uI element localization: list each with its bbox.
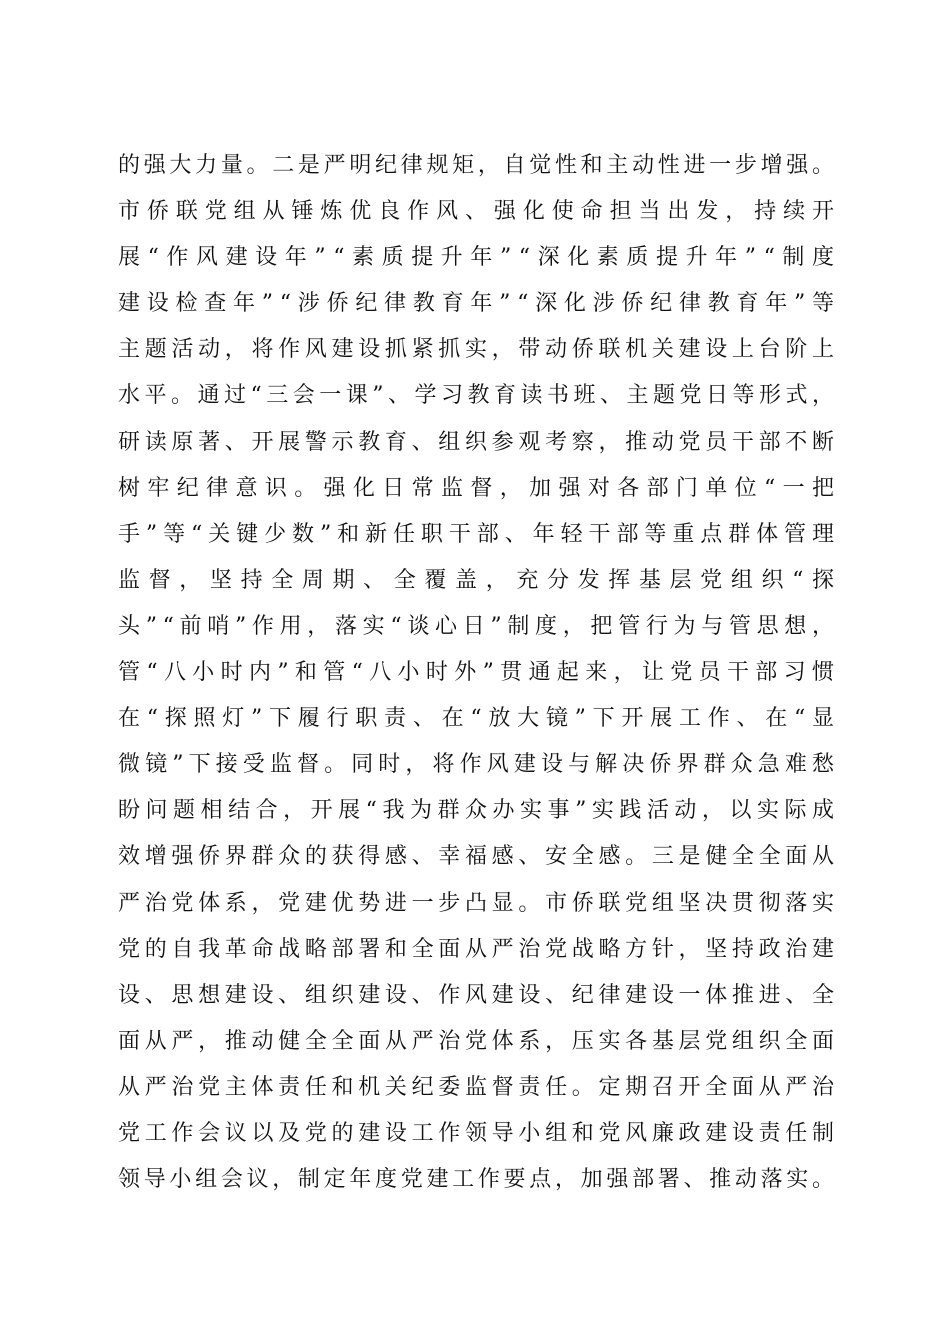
text-line-4: 建设检查年”“涉侨纪律教育年”“深化涉侨纪律教育年”等 xyxy=(118,291,841,317)
text-line-12: 管“八小时内”和管“八小时外”贯通起来，让党员干部习惯 xyxy=(118,660,841,686)
text-line-10: 监督，坚持全周期、全覆盖，充分发挥基层党组织“探 xyxy=(118,567,843,593)
text-line-23: 领导小组会议，制定年度党建工作要点，加强部署、推动落实。 xyxy=(118,1167,838,1193)
text-line-6: 水平。通过“三会一课”、学习教育读书班、主题党日等形式， xyxy=(118,383,839,409)
text-line-18: 党的自我革命战略部署和全面从严治党战略方针，坚持政治建 xyxy=(118,936,839,962)
text-line-14: 微镜”下接受监督。同时，将作风建设与解决侨界群众急难愁 xyxy=(118,752,840,778)
text-line-22: 党工作会议以及党的建设工作领导小组和党风廉政建设责任制 xyxy=(118,1120,839,1146)
text-line-11: 头”“前哨”作用，落实“谈心日”制度，把管行为与管思想， xyxy=(118,613,840,639)
text-line-19: 设、思想建设、组织建设、作风建设、纪律建设一体推进、全 xyxy=(118,982,839,1008)
text-line-13: 在“探照灯”下履行职责、在“放大镜”下开展工作、在“显 xyxy=(118,706,841,732)
body-paragraph xyxy=(118,143,843,1203)
text-line-16: 效增强侨界群众的获得感、幸福感、安全感。三是健全全面从 xyxy=(118,844,839,870)
text-line-20: 面从严，推动健全全面从严治党体系，压实各基层党组织全面 xyxy=(118,1028,839,1054)
text-line-5: 主题活动，将作风建设抓紧抓实，带动侨联机关建设上台阶上 xyxy=(118,337,839,363)
text-line-8: 树牢纪律意识。强化日常监督，加强对各部门单位“一把 xyxy=(118,475,842,501)
text-line-15: 盼问题相结合，开展“我为群众办实事”实践活动，以实际成 xyxy=(118,798,840,824)
text-line-1: 的强大力量。二是严明纪律规矩，自觉性和主动性进一步增强。 xyxy=(118,153,838,178)
text-line-2: 市侨联党组从锤炼优良作风、强化使命担当出发，持续开 xyxy=(118,199,841,225)
text-line-17: 严治党体系，党建优势进一步凸显。市侨联党组坚决贯彻落实 xyxy=(118,890,839,916)
text-line-3: 展“作风建设年”“素质提升年”“深化素质提升年”“制度 xyxy=(118,245,842,271)
text-line-7: 研读原著、开展警示教育、组织参观考察，推动党员干部不断 xyxy=(118,429,839,455)
text-line-9: 手”等“关键少数”和新任职干部、年轻干部等重点群体管理 xyxy=(118,521,840,547)
text-line-21: 从严治党主体责任和机关纪委监督责任。定期召开全面从严治 xyxy=(118,1074,839,1100)
